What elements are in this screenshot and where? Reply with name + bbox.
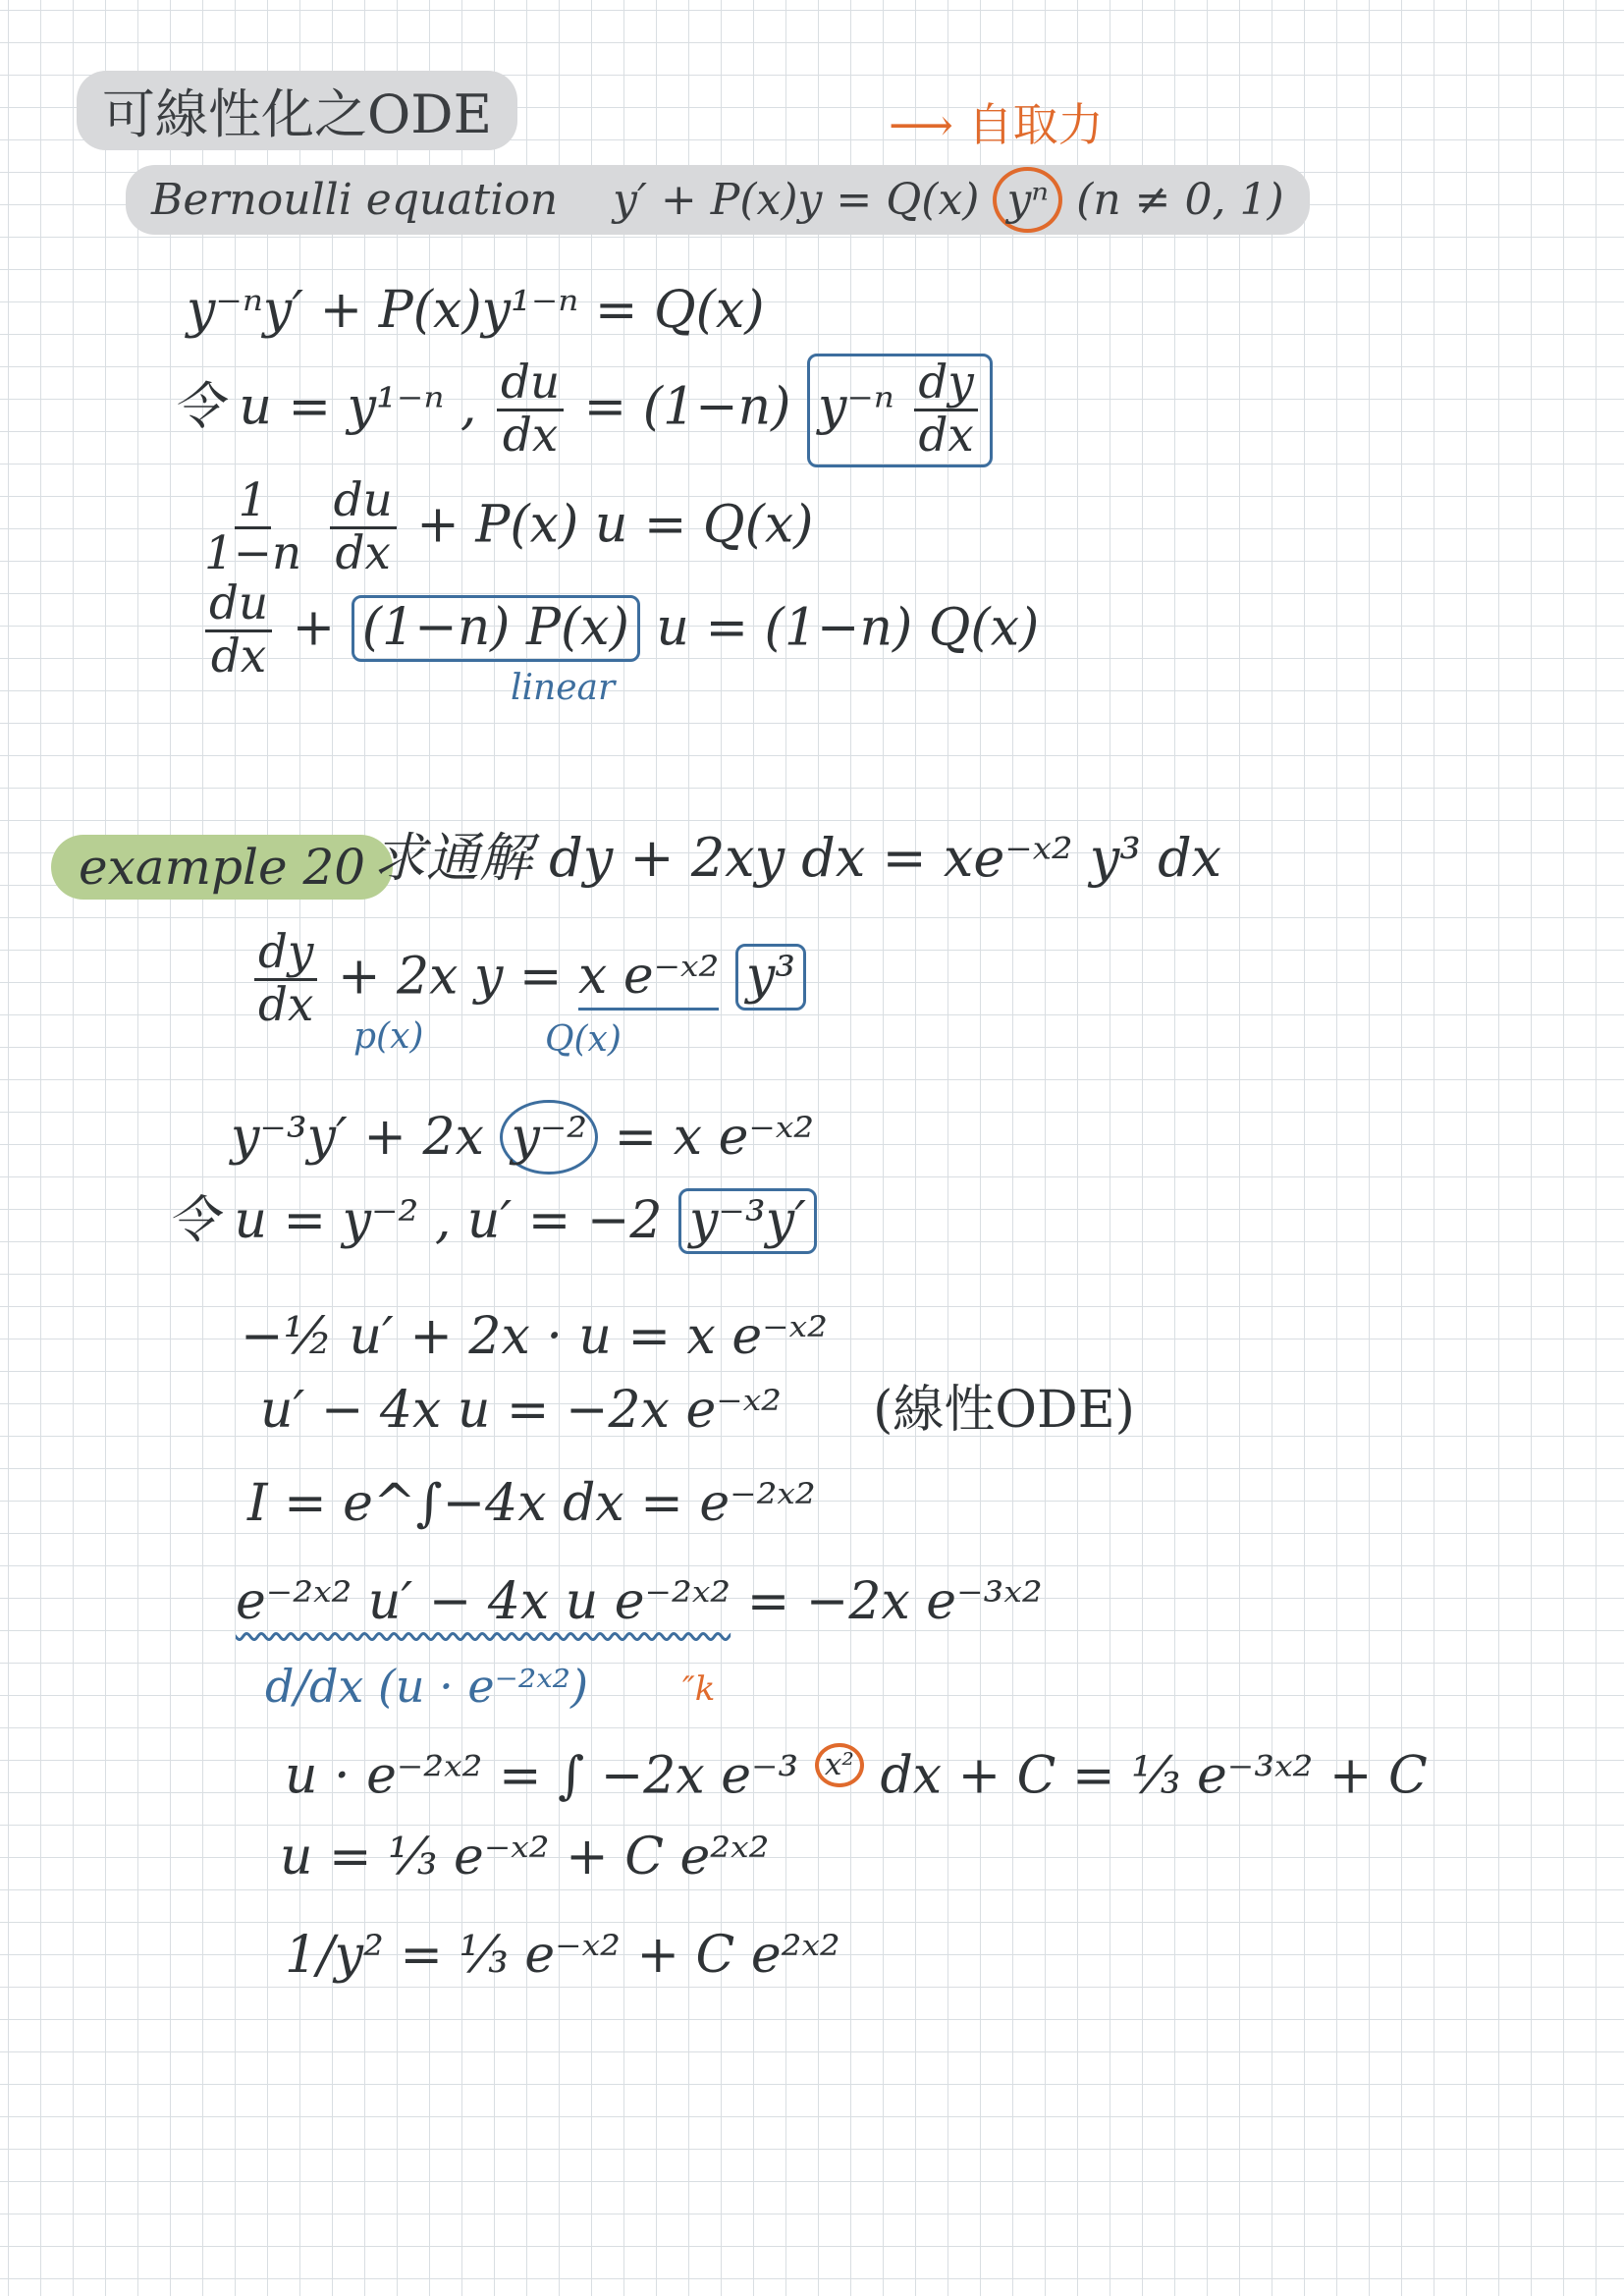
step-4-frac-den: dx bbox=[210, 630, 267, 684]
example-step-1 bbox=[250, 928, 806, 1032]
example-step-7 bbox=[236, 1571, 1043, 1632]
e9-circled-text: x² bbox=[824, 1747, 854, 1782]
step-4-boxed-text: (1−n) P(x) bbox=[361, 598, 629, 658]
step-3-frac1-num: 1 bbox=[235, 476, 272, 529]
step-3-rest: + P(x) u = Q(x) bbox=[416, 495, 814, 555]
e9-mark bbox=[682, 1669, 715, 1710]
example-problem-text: 求通解 dy + 2xy dx = xe⁻ˣ² y³ dx bbox=[373, 827, 1222, 889]
example-step-10 bbox=[280, 1827, 769, 1887]
derivation-step-4 bbox=[201, 579, 1039, 683]
step-1-text: y⁻ⁿy′ + P(x)y¹⁻ⁿ = Q(x) bbox=[187, 281, 765, 340]
example-step-3 bbox=[167, 1188, 817, 1254]
e1-label-q-text: Q(x) bbox=[545, 1019, 622, 1060]
example-step-6 bbox=[247, 1473, 816, 1534]
step-3-frac2-den: dx bbox=[335, 527, 391, 581]
e9-circled-term bbox=[815, 1743, 864, 1787]
step-2-boxed-term bbox=[807, 354, 993, 467]
derivation-step-1 bbox=[187, 280, 765, 341]
e2-right: = x e⁻ˣ² bbox=[614, 1108, 815, 1167]
e1-label-q bbox=[545, 1019, 622, 1060]
step-3-fraction-2 bbox=[330, 476, 397, 580]
step-4-boxed-term bbox=[352, 595, 640, 661]
step-2-fraction bbox=[497, 358, 564, 463]
step-4-fraction bbox=[205, 579, 272, 683]
example-label bbox=[51, 835, 393, 900]
step-2-boxed-frac-num: dy bbox=[914, 358, 977, 411]
e8-text: d/dx (u · e⁻²ˣ²) bbox=[265, 1660, 589, 1713]
bernoulli-line bbox=[126, 165, 1310, 235]
e9-mark-text: ″k bbox=[682, 1669, 716, 1709]
annotation-text: 自取力 bbox=[967, 98, 1104, 151]
e1-q-term: x e⁻ˣ² bbox=[578, 947, 719, 1011]
step-2-frac-num: du bbox=[497, 358, 564, 411]
step-3-frac1-den: 1−n bbox=[204, 527, 302, 581]
e10-text: u = ⅓ e⁻ˣ² + C e²ˣ² bbox=[280, 1828, 770, 1886]
step-3-fraction-1 bbox=[200, 476, 305, 580]
e9-right: dx + C = ⅓ e⁻³ˣ² + C bbox=[880, 1746, 1428, 1806]
e3-boxed-text: y⁻³y′ bbox=[689, 1191, 806, 1250]
e5-note: (線性ODE) bbox=[873, 1381, 1135, 1440]
e3-left: 令 u = y⁻² , u′ = −2 bbox=[167, 1191, 663, 1250]
e1-mid: + 2x y = bbox=[337, 947, 563, 1007]
step-4-rest: u = (1−n) Q(x) bbox=[656, 598, 1040, 658]
step-2-boxed-frac-den: dx bbox=[918, 410, 974, 464]
e1-fraction bbox=[254, 928, 317, 1032]
section-heading bbox=[77, 71, 517, 150]
step-2-boxed-text: y⁻ⁿ bbox=[817, 377, 894, 437]
step-2-boxed-fraction bbox=[914, 358, 977, 463]
linear-label-text: linear bbox=[511, 668, 616, 708]
bernoulli-condition: (n ≠ 0, 1) bbox=[1076, 175, 1284, 225]
e7-rest: = −2x e⁻³ˣ² bbox=[746, 1572, 1043, 1631]
e1-label-p-text: p(x) bbox=[353, 1016, 424, 1057]
example-label-text: example 20 bbox=[79, 839, 366, 896]
linear-label bbox=[511, 668, 615, 708]
e1-frac-num: dy bbox=[254, 928, 317, 981]
example-step-2 bbox=[231, 1100, 814, 1175]
example-step-8 bbox=[265, 1660, 588, 1714]
e1-label-p bbox=[353, 1016, 423, 1057]
step-4-plus: + bbox=[292, 598, 336, 658]
step-2-rhs: = (1−n) bbox=[583, 377, 791, 437]
example-step-9 bbox=[285, 1743, 1428, 1807]
derivation-step-3 bbox=[196, 476, 813, 580]
e1-boxed-y3 bbox=[735, 944, 806, 1010]
e3-boxed-term bbox=[678, 1188, 817, 1254]
section-heading-text: 可線性化之ODE bbox=[102, 83, 492, 145]
step-3-frac2-num: du bbox=[330, 476, 397, 529]
e7-wavy-term: e⁻²ˣ² u′ − 4x u e⁻²ˣ² bbox=[236, 1572, 731, 1631]
e6-text: I = e^∫−4x dx = e⁻²ˣ² bbox=[247, 1474, 816, 1533]
e9-left: u · e⁻²ˣ² = ∫ −2x e⁻³ bbox=[285, 1746, 799, 1806]
e5-text: u′ − 4x u = −2x e⁻ˣ² bbox=[260, 1381, 783, 1440]
e1-frac-den: dx bbox=[258, 979, 314, 1033]
e2-circled-term bbox=[500, 1100, 598, 1175]
e2-left: y⁻³y′ + 2x bbox=[231, 1108, 484, 1167]
e2-circled-text: y⁻² bbox=[511, 1108, 588, 1167]
e1-boxed-text: y³ bbox=[745, 947, 796, 1007]
bernoulli-yn-circled bbox=[993, 167, 1062, 233]
step-4-frac-num: du bbox=[205, 579, 272, 632]
annotation-arrow: ⟶ bbox=[889, 98, 953, 151]
bernoulli-label: Bernoulli equation bbox=[151, 175, 559, 225]
bernoulli-equation: y′ + P(x)y = Q(x) bbox=[613, 175, 980, 225]
e4-text: −½ u′ + 2x · u = x e⁻ˣ² bbox=[241, 1307, 828, 1366]
example-problem bbox=[373, 827, 1221, 891]
example-step-11 bbox=[285, 1925, 840, 1986]
annotation bbox=[889, 98, 1104, 152]
bernoulli-yn: yⁿ bbox=[1006, 175, 1050, 225]
example-step-5 bbox=[260, 1380, 1135, 1441]
derivation-step-2 bbox=[172, 354, 993, 467]
example-step-4 bbox=[241, 1306, 828, 1367]
e11-text: 1/y² = ⅓ e⁻ˣ² + C e²ˣ² bbox=[285, 1926, 840, 1985]
step-2-frac-den: dx bbox=[502, 410, 559, 464]
step-2-let: 令 u = y¹⁻ⁿ , bbox=[172, 377, 477, 437]
